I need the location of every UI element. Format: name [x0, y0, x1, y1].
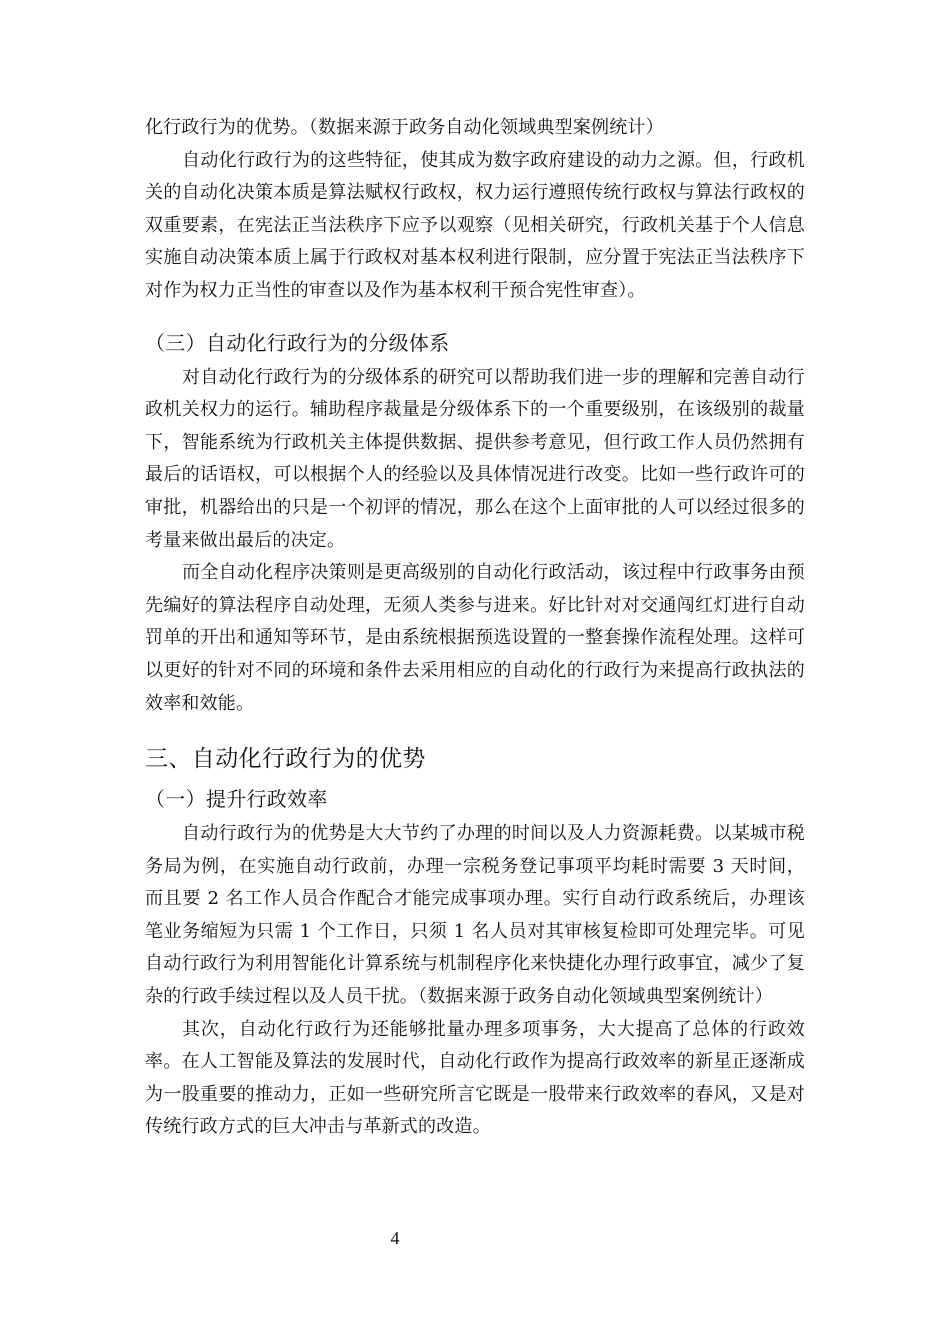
paragraph: 其次，自动化行政行为还能够批量办理多项事务，大大提高了总体的行政效率。在人工智能及算法的发展时代，自动化行政作为提高行政效率的新星正逐渐成为一股重要的推动力，正如一些研究所言它既是一股带来行政效率的春风，又是对传统行政方式的巨大冲击与革新式的改造。 — [145, 1018, 805, 1138]
section-heading: 三、自动化行政行为的优势 — [145, 746, 426, 773]
paragraph: 而全自动化程序决策则是更高级别的自动化行政活动，该过程中行政事务由预先编好的算法程序自动处理，无须人类参与进来。好比针对对交通闯红灯进行自动罚单的开出和通知等环节，是由系统根据预选设置的一整套操作流程处理。这样可以更好的针对不同的环境和条件去采用相应的自动化的行政行为来提高行政执法的效率和效能。 — [145, 562, 805, 714]
subsection-heading: （三）自动化行政行为的分级体系 — [145, 330, 450, 355]
subsection-heading: （一）提升行政效率 — [145, 787, 328, 812]
page-number: 4 — [390, 1228, 400, 1248]
paragraph: 对自动化行政行为的分级体系的研究可以帮助我们进一步的理解和完善自动行政机关权力的运行。辅助程序裁量是分级体系下的一个重要级别，在该级别的裁量下，智能系统为行政机关主体提供数据、提供参考意见，但行政工作人员仍然拥有最后的话语权，可以根据个人的经验以及具体情况进行改变。比如一些行政许可的审批，机器给出的只是一个初评的情况，那么在这个上面审批的人可以经过很多的考量来做出最后的决定。 — [145, 366, 805, 551]
paragraph: 自动行政行为的优势是大大节约了办理的时间以及人力资源耗费。以某城市税务局为例，在实施自动行政前，办理一宗税务登记事项平均耗时需要 3 天时间，而且要 2 名工作人员合作配合才能完成事项办理。实行自动行政系统后，办理该笔业务缩短为只需 1 个工作日，只须 1 名人员对其审核复检即可处理完毕。可见自动行政行为利用智能化计算系统与机制程序化来快捷化办理行政事宜，减少了复杂的行政手续过程以及人员干扰。（数据来源于政务自动化领域典型案例统计） — [145, 823, 805, 1008]
document-body — [145, 112, 805, 1144]
paragraph: 自动化行政行为的这些特征，使其成为数字政府建设的动力之源。但，行政机关的自动化决策本质是算法赋权行政权，权力运行遵照传统行政权与算法行政权的双重要素，在宪法正当法秩序下应予以观察（见相关研究，行政机关基于个人信息实施自动决策本质上属于行政权对基本权利进行限制，应分置于宪法正当法秩序下对作为权力正当性的审查以及作为基本权利干预合宪性审查）。 — [145, 149, 805, 301]
paragraph-continuation: 化行政行为的优势。（数据来源于政务自动化领域典型案例统计） — [145, 117, 664, 138]
